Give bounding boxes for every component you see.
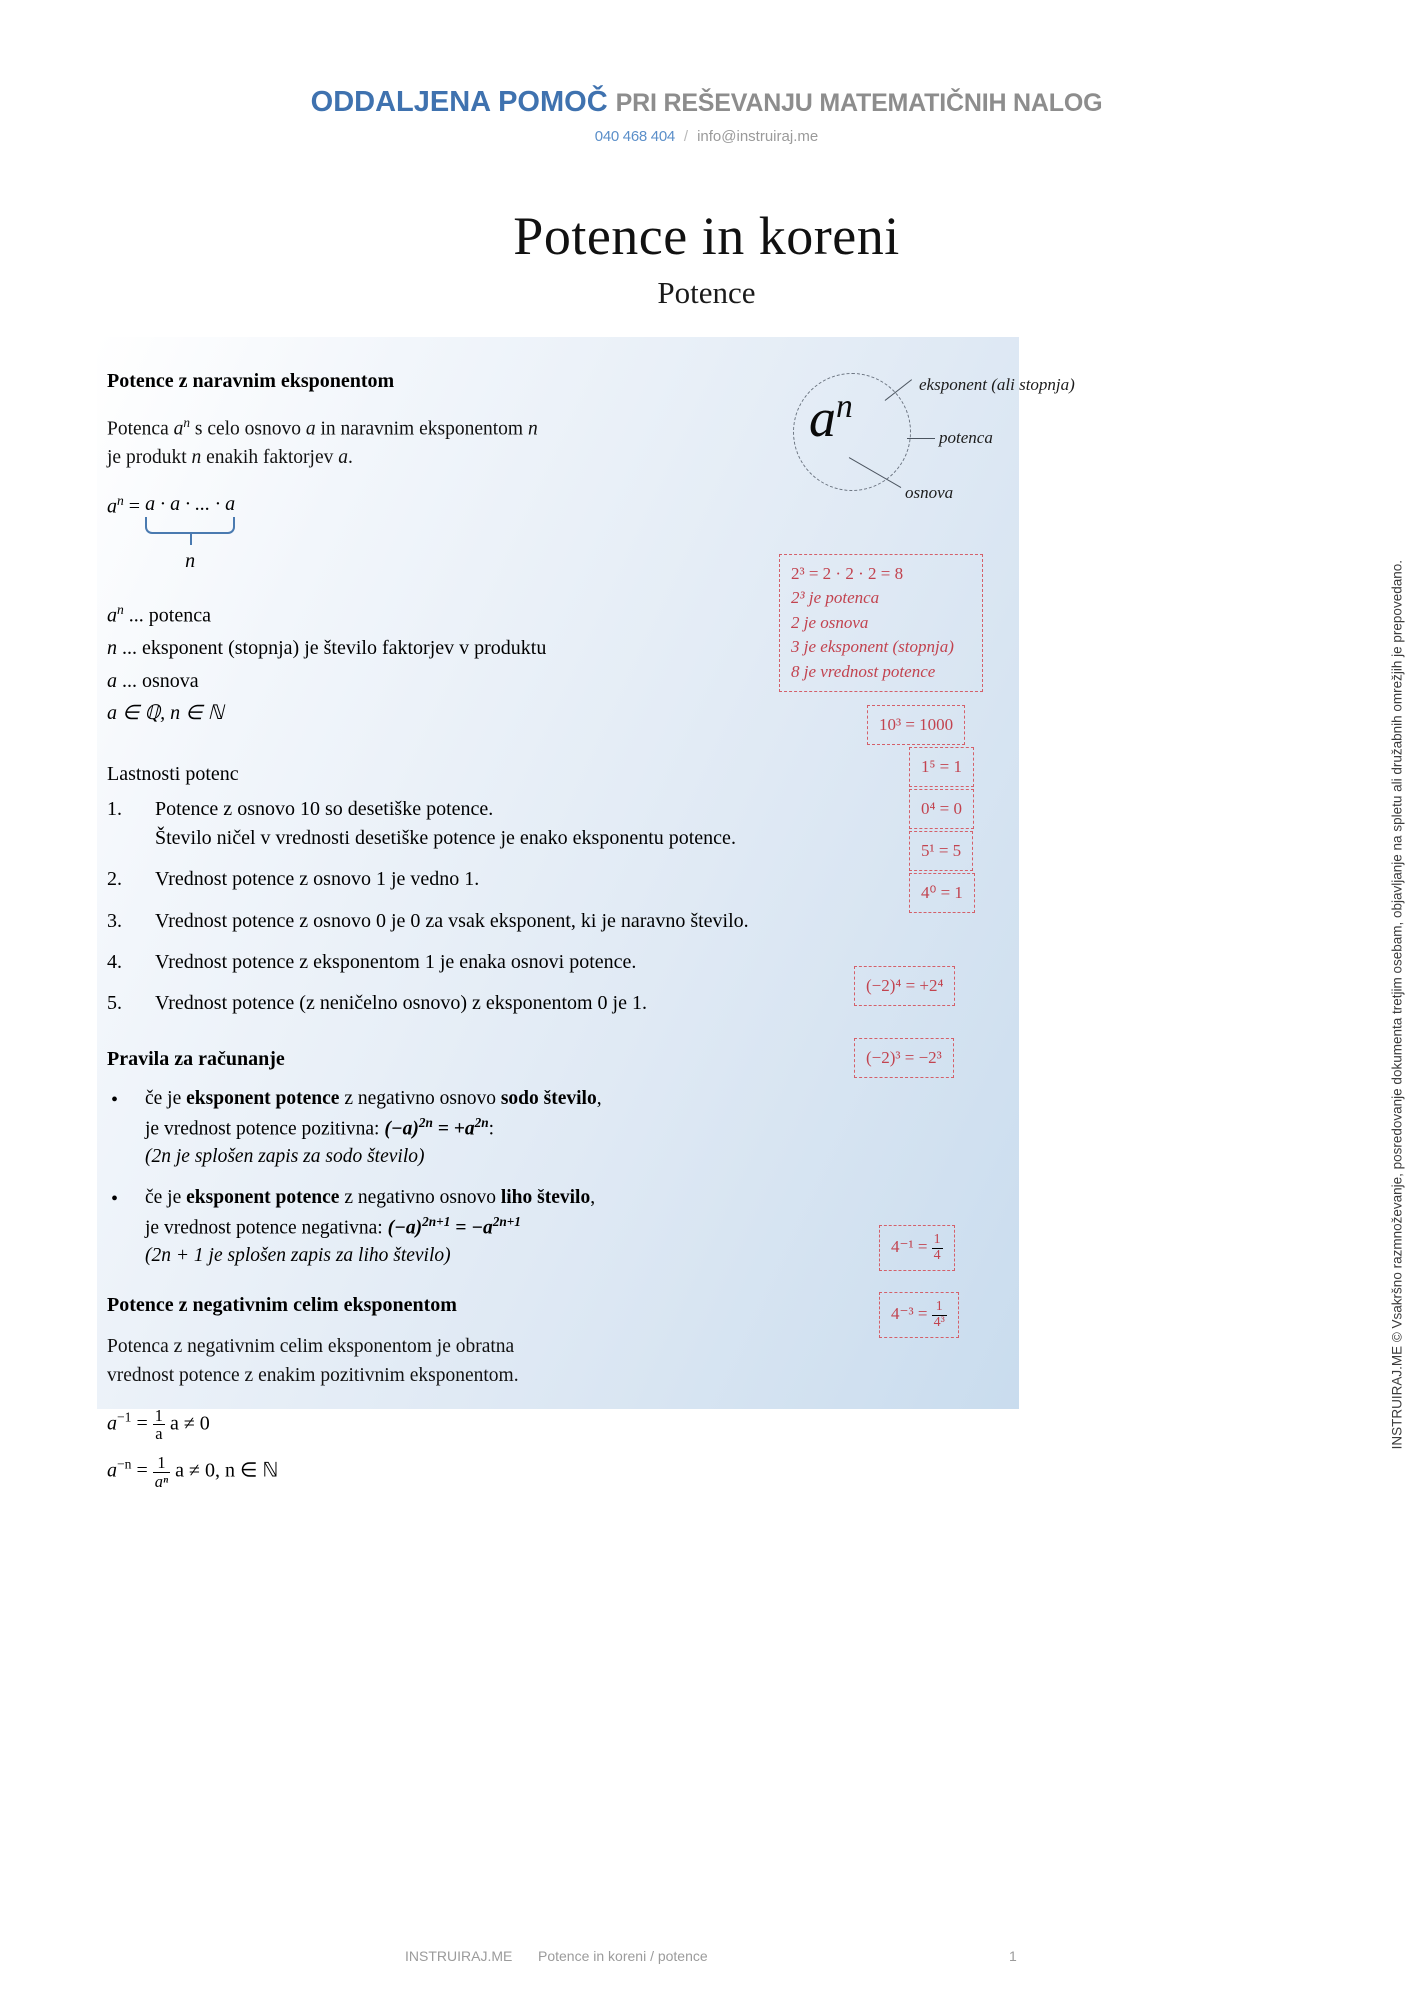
footer-page-number: 1 <box>1009 1948 1017 1964</box>
list-item <box>107 907 1019 935</box>
section-heading-natural-exponent: Potence z naravnim eksponentom <box>107 370 395 392</box>
intro-text-b: s celo osnovo <box>189 418 306 440</box>
list-number: 4. <box>107 951 122 973</box>
brand-tagline-text: PRI REŠEVANJU MATEMATIČNIH NALOG <box>615 89 1103 117</box>
intro-sym-n2: n <box>527 418 538 440</box>
bullet-formula-rhs-exp: 2n <box>474 1114 489 1130</box>
properties-heading: Lastnosti potenc <box>107 763 239 786</box>
def-symbol: a <box>107 604 117 627</box>
example-line: 2 je osnova <box>791 612 869 632</box>
intro-text-d: je produkt <box>107 447 192 469</box>
contact-line <box>0 128 1413 145</box>
example-denominator: 4³ <box>933 1314 945 1330</box>
bullet-strong-a: eksponent potence <box>186 1186 340 1208</box>
footer-site: INSTRUIRAJ.ME <box>405 1948 513 1964</box>
underbrace-label: n <box>185 550 196 573</box>
bullet-text-d: je vrednost potence negativna: <box>145 1217 388 1239</box>
diagram-exponent: n <box>836 388 853 425</box>
contact-email[interactable]: info@instruiraj.me <box>697 128 819 145</box>
bullet-formula-lhs-exp: 2n <box>418 1114 433 1130</box>
neg-text-line1: Potenca z negativnim celim eksponentom je obratna <box>107 1336 515 1358</box>
diagram-base: a <box>809 388 836 448</box>
def-separator: ... <box>123 604 149 627</box>
intro-text-e: enakih faktorjev <box>201 447 339 469</box>
inv1-numerator: 1 <box>154 1405 163 1425</box>
def-domain-symbols: a ∈ ℚ, n ∈ ℕ <box>107 702 224 725</box>
copyright-notice: INSTRUIRAJ.ME © Vsakršno razmnoževanje, posredovanje dokumenta tretjim osebam, objavljanje na spletu ali družabnih omrežjih je prepovedano. <box>1389 560 1404 1450</box>
formula-product: a · a · ... · a <box>145 493 236 516</box>
example-box-inverse-1 <box>879 1225 955 1271</box>
def-text: osnova <box>142 669 199 692</box>
list-number: 3. <box>107 909 122 932</box>
bullet-strong-b: sodo število <box>500 1087 597 1109</box>
example-line: 8 je vrednost potence <box>791 661 936 681</box>
intro-text-a: Potenca <box>107 418 174 440</box>
bullet-icon: • <box>111 1088 119 1111</box>
page-header <box>0 0 1413 145</box>
example-numerator: 1 <box>932 1300 947 1316</box>
intro-text-c: in naravnim eksponentom <box>315 418 528 440</box>
example-box-rule4: 5¹ = 5 <box>909 831 973 871</box>
list-text: Vrednost potence z eksponentom 1 je enaka osnovi potence. <box>155 951 637 973</box>
example-numerator: 1 <box>933 1232 941 1247</box>
def-text: potenca <box>148 604 211 627</box>
diagram-label-osnova: osnova <box>905 483 954 502</box>
page-title: Potence in koreni <box>513 206 900 266</box>
bullet-text-d: je vrednost potence pozitivna: <box>145 1118 385 1140</box>
example-lhs: 4⁻³ = <box>891 1304 932 1324</box>
example-fraction <box>932 1300 947 1330</box>
example-box-rule3: 0⁴ = 0 <box>909 789 974 829</box>
example-box-rule2: 1⁵ = 1 <box>909 747 974 787</box>
section-heading-rules: Pravila za računanje <box>107 1047 285 1070</box>
example-box-rule5: 4⁰ = 1 <box>909 873 975 913</box>
inv2-exp: −n <box>117 1457 132 1473</box>
page-subtitle: Potence <box>657 275 756 310</box>
list-text: Potence z osnovo 10 so desetiške potence. <box>155 798 494 821</box>
bullet-text-c: , <box>596 1087 602 1109</box>
list-text: Vrednost potence (z neničelno osnovo) z eksponentom 0 je 1. <box>155 992 647 1015</box>
list-text: Vrednost potence z osnovo 0 je 0 za vsak eksponent, ki je naravno število. <box>155 909 749 932</box>
brand-name: ODDALJENA POMOČ <box>310 86 608 118</box>
intro-sym-n3: n <box>191 447 202 469</box>
bullet-strong-a: eksponent potence <box>186 1087 340 1109</box>
def-separator: ... <box>117 669 142 692</box>
list-number: 2. <box>107 868 122 891</box>
list-subtext: Število ničel v vrednosti desetiške potence je enako eksponentu potence. <box>155 826 736 849</box>
inv1-denominator: a <box>155 1424 163 1444</box>
list-number: 1. <box>107 798 122 821</box>
def-separator: ... <box>117 637 142 660</box>
inv2-condition: a ≠ 0, n ∈ ℕ <box>170 1459 279 1482</box>
def-symbol-sup: n <box>117 602 124 618</box>
content-panel <box>97 337 1075 1491</box>
bullet-note: (2n je splošen zapis za sodo število) <box>145 1146 425 1168</box>
inv1-condition: a ≠ 0 <box>164 1412 210 1435</box>
diagram-label-exponent: eksponent (ali stopnja) <box>919 375 1075 394</box>
def-symbol: n <box>107 637 117 660</box>
formula-inverse-2 <box>107 1454 1019 1489</box>
bullet-text-a: če je <box>145 1186 187 1208</box>
intro-sym-a: a <box>173 418 184 440</box>
inv1-equals: = <box>131 1412 153 1435</box>
example-line: 2³ = 2 · 2 · 2 = 8 <box>791 564 904 583</box>
bullet-text-a: če je <box>145 1087 187 1109</box>
bullet-formula-rhs: = +a <box>432 1118 475 1140</box>
formula-exponent: n <box>117 493 124 509</box>
intro-sym-a3: a <box>338 447 348 469</box>
inv1-exp: −1 <box>117 1409 132 1425</box>
list-item <box>107 795 1019 852</box>
bullet-text-e: : <box>488 1118 495 1140</box>
diagram-expression <box>809 387 853 449</box>
example-lhs: 4⁻¹ = <box>891 1237 932 1257</box>
example-line: 3 je eksponent (stopnja) <box>791 637 954 657</box>
footer-breadcrumb: Potence in koreni / potence <box>538 1948 708 1964</box>
underbrace-icon <box>145 517 235 534</box>
example-box-power-anatomy <box>779 554 983 692</box>
power-anatomy-diagram <box>697 365 1075 535</box>
section-heading-negative-exponent: Potence z negativnim celim eksponentom <box>107 1294 457 1317</box>
inv2-denominator: aⁿ <box>154 1471 169 1491</box>
inv1-base: a <box>107 1412 117 1435</box>
bullet-strong-b: liho število <box>500 1186 591 1208</box>
bullet-formula-lhs: (−a) <box>384 1118 419 1140</box>
bullet-note: (2n + 1 je splošen zapis za liho število) <box>145 1245 451 1267</box>
list-number: 5. <box>107 992 122 1015</box>
inv1-fraction <box>153 1407 165 1442</box>
inv2-fraction <box>153 1454 170 1489</box>
example-line: 2³ je potenca <box>791 588 880 608</box>
example-box-rule1: 10³ = 1000 <box>867 705 965 745</box>
list-item <box>107 865 1019 893</box>
inv2-equals: = <box>131 1459 153 1482</box>
neg-text-line2: vrednost potence z enakim pozitivnim eksponentom. <box>107 1365 519 1387</box>
inv2-base: a <box>107 1459 117 1482</box>
bullet-formula-lhs-exp: 2n+1 <box>422 1213 451 1229</box>
bullet-text-c: , <box>590 1186 596 1208</box>
bullet-formula-rhs-exp: 2n+1 <box>492 1213 521 1229</box>
list-item <box>107 1085 1019 1172</box>
brand-tagline <box>0 86 1413 119</box>
example-box-even-exponent: (−2)⁴ = +2⁴ <box>854 966 955 1006</box>
contact-phone[interactable]: 040 468 404 <box>594 128 675 145</box>
contact-separator: / <box>683 128 689 145</box>
formula-inverse-1 <box>107 1407 1019 1442</box>
example-denominator: 4 <box>933 1247 941 1263</box>
negative-exponent-paragraph <box>107 1333 1019 1391</box>
example-box-inverse-2 <box>879 1292 959 1338</box>
bullet-text-b: z negativno osnovo <box>339 1087 501 1109</box>
bullet-text-b: z negativno osnovo <box>339 1186 501 1208</box>
intro-sym-a2: a <box>305 418 316 440</box>
formula-base: a <box>107 495 117 518</box>
example-box-odd-exponent: (−2)³ = −2³ <box>854 1038 954 1078</box>
underbrace-group <box>145 493 235 573</box>
leader-line-potenca <box>907 438 935 439</box>
formula-equals: = <box>123 495 146 518</box>
example-fraction <box>932 1233 943 1263</box>
inv2-numerator: 1 <box>153 1454 170 1472</box>
bullet-formula-lhs: (−a) <box>387 1217 423 1239</box>
def-symbol: a <box>107 669 117 692</box>
intro-sym-n: n <box>183 415 190 430</box>
bullet-formula-rhs: = −a <box>450 1217 493 1239</box>
bullet-icon: • <box>111 1187 119 1210</box>
def-text: eksponent (stopnja) je število faktorjev v produktu <box>142 637 547 660</box>
intro-text-f: . <box>347 447 353 469</box>
diagram-label-potenca: potenca <box>939 428 993 447</box>
list-text: Vrednost potence z osnovo 1 je vedno 1. <box>155 868 480 891</box>
